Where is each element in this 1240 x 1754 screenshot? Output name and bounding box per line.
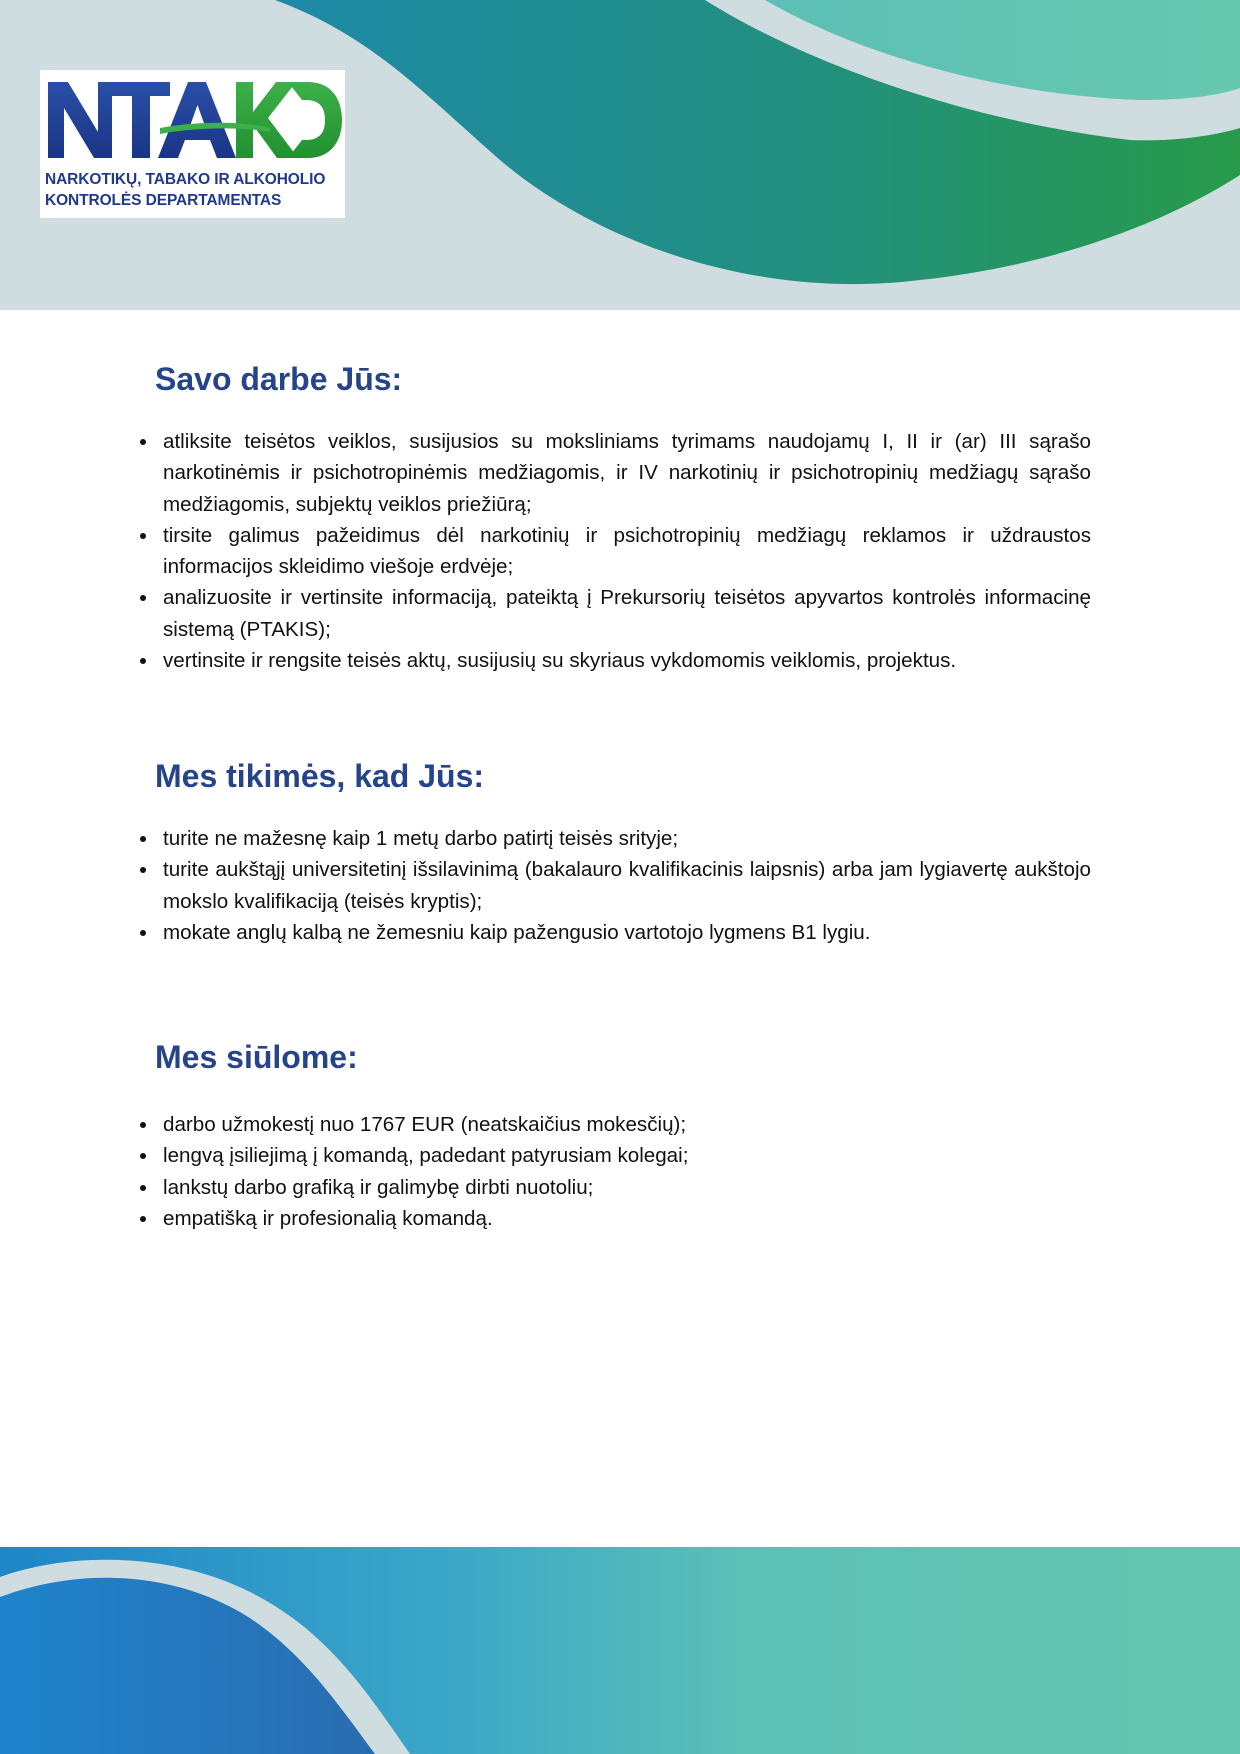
list-item: mokate anglų kalbą ne žemesniu kaip pažengusio vartotojo lygmens B1 lygiu. (163, 917, 1091, 948)
list-item: lankstų darbo grafiką ir galimybę dirbti nuotoliu; (163, 1172, 1091, 1203)
list-item: lengvą įsiliejimą į komandą, padedant patyrusiam kolegai; (163, 1140, 1091, 1171)
list-item: turite ne mažesnę kaip 1 metų darbo patirtį teisės srityje; (163, 823, 1091, 854)
duties-list (163, 426, 1091, 676)
list-item: turite aukštąjį universitetinį išsilavinimą (bakalauro kvalifikacinis laipsnis) arba jam lygiavertę aukštojo mokslo kvalifikaciją (teisės kryptis); (163, 854, 1091, 917)
logo-mark (40, 70, 345, 170)
list-item: atliksite teisėtos veiklos, susijusios su moksliniams tyrimams naudojamų I, II ir (ar) III sąrašo narkotinėmis ir psichotropinėmis medžiagomis, ir IV narkotinių ir psichotropinių medžiagų sąrašo medžiagomis, subjektų veiklos priežiūrą; (163, 426, 1091, 520)
header-banner (0, 0, 1240, 310)
list-item: darbo užmokestį nuo 1767 EUR (neatskaičius mokesčių); (163, 1109, 1091, 1140)
offer-list (163, 1109, 1091, 1234)
footer-banner (0, 1547, 1240, 1754)
list-item: vertinsite ir rengsite teisės aktų, susijusių su skyriaus vykdomomis veiklomis, projektus. (163, 645, 1091, 676)
list-item: empatišką ir profesionalią komandą. (163, 1203, 1091, 1234)
list-item: tirsite galimus pažeidimus dėl narkotinių ir psichotropinių medžiagų reklamos ir uždraustos informacijos skleidimo viešoje erdvėje; (163, 520, 1091, 583)
section-title-offer: Mes siūlome: (155, 1039, 358, 1075)
logo-text-line1: NARKOTIKŲ, TABAKO IR ALKOHOLIO (45, 171, 326, 188)
section-title-duties: Savo darbe Jūs: (155, 361, 403, 397)
requirements-list (163, 823, 1091, 948)
section-title-requirements: Mes tikimės, kad Jūs: (155, 758, 485, 794)
list-item: analizuosite ir vertinsite informaciją, pateiktą į Prekursorių teisėtos apyvartos kontrolės informacinę sistemą (PTAKIS); (163, 582, 1091, 645)
footer-wave-graphic (0, 1547, 1240, 1754)
ntakd-logo (40, 70, 345, 218)
logo-text-line2: KONTROLĖS DEPARTAMENTAS (45, 192, 282, 209)
